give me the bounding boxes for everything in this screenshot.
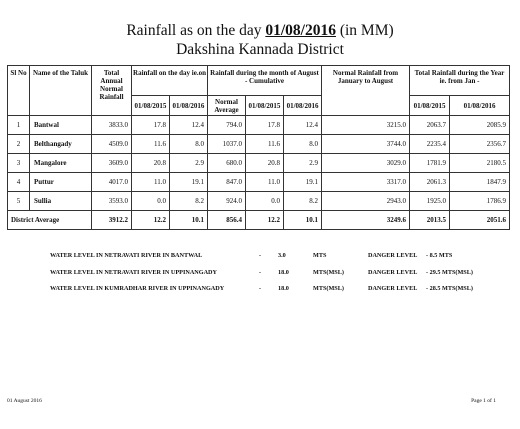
- table-row: [8, 192, 510, 211]
- row-annual: 4017.0: [92, 173, 132, 192]
- row-normal-jan-aug: 3744.0: [322, 135, 410, 154]
- row-day-2016: 19.1: [170, 173, 208, 192]
- row-total-2016: 1786.9: [450, 192, 510, 211]
- danger-level-label: DANGER LEVEL: [368, 285, 418, 292]
- row-total-2015: 1925.0: [410, 192, 450, 211]
- row-day-2016: 8.2: [170, 192, 208, 211]
- rainfall-table: [7, 65, 510, 230]
- row-taluk: Mangalore: [30, 154, 92, 173]
- water-level-dash: -: [259, 252, 262, 259]
- row-total-2015: 2063.7: [410, 116, 450, 135]
- water-level-desc: WATER LEVEL IN NETRAVATI RIVER IN BANTWAL: [50, 252, 203, 259]
- row-taluk: Sullia: [30, 192, 92, 211]
- title-suffix: (in MM): [339, 22, 394, 39]
- danger-level-value: - 28.5 MTS(MSL): [426, 285, 473, 292]
- table-row: [8, 116, 510, 135]
- danger-level-label: DANGER LEVEL: [368, 252, 418, 259]
- footer-page-number: Page 1 of 1: [471, 398, 496, 404]
- row-normal-jan-aug: 3215.0: [322, 116, 410, 135]
- row-day-2015: 20.8: [132, 154, 170, 173]
- row-day-2015: 11.0: [132, 173, 170, 192]
- header-month-2015: 01/08/2015: [246, 96, 284, 116]
- row-day-2016: 8.0: [170, 135, 208, 154]
- row-annual: 3833.0: [92, 116, 132, 135]
- row-month-2015: 11.6: [246, 135, 284, 154]
- header-normal-average: Normal Average: [208, 96, 246, 116]
- row-normal-average: 680.0: [208, 154, 246, 173]
- district-average-row: [8, 211, 510, 230]
- row-month-2015: 0.0: [246, 192, 284, 211]
- danger-level-value: - 8.5 MTS: [426, 252, 453, 259]
- row-total-2015: 2061.3: [410, 173, 450, 192]
- row-day-2015: 17.8: [132, 116, 170, 135]
- header-normal-jan-aug: Normal Rainfall from January to August: [322, 66, 410, 116]
- row-sl: 3: [8, 154, 30, 173]
- water-level-dash: -: [259, 285, 262, 292]
- row-normal-jan-aug: 3029.0: [322, 154, 410, 173]
- table-row: [8, 135, 510, 154]
- row-month-2016: 12.4: [284, 116, 322, 135]
- header-total-year: Total Rainfall during the Year ie. from Jan -: [410, 66, 510, 96]
- row-day-2015: 11.6: [132, 135, 170, 154]
- header-date-2016: 01/08/2016: [170, 96, 208, 116]
- row-total-2016: 1847.9: [450, 173, 510, 192]
- row-annual: 3593.0: [92, 192, 132, 211]
- row-month-2016: 2.9: [284, 154, 322, 173]
- header-taluk: Name of the Taluk: [30, 66, 92, 116]
- row-month-2016: 8.0: [284, 135, 322, 154]
- danger-level-value: - 29.5 MTS(MSL): [426, 269, 473, 276]
- row-taluk: Belthangady: [30, 135, 92, 154]
- average-normal-average: 856.4: [208, 211, 246, 230]
- average-annual: 3912.2: [92, 211, 132, 230]
- row-taluk: Bantwal: [30, 116, 92, 135]
- footer-date: 01 August 2016: [7, 398, 42, 404]
- row-normal-average: 924.0: [208, 192, 246, 211]
- row-total-2015: 2235.4: [410, 135, 450, 154]
- average-normal-jan-aug: 3249.6: [322, 211, 410, 230]
- average-total-2016: 2051.6: [450, 211, 510, 230]
- header-total-2016: 01/08/2016: [450, 96, 510, 116]
- row-total-2015: 1781.9: [410, 154, 450, 173]
- water-level-value: 18.0: [278, 285, 289, 292]
- title-prefix: Rainfall as on the day: [126, 22, 262, 39]
- row-sl: 4: [8, 173, 30, 192]
- header-on-day: Rainfall on the day ie.on: [132, 66, 208, 96]
- row-sl: 1: [8, 116, 30, 135]
- average-day-2015: 12.2: [132, 211, 170, 230]
- danger-level-label: DANGER LEVEL: [368, 269, 418, 276]
- title-date: 01/08/2016: [265, 22, 336, 39]
- row-total-2016: 2180.5: [450, 154, 510, 173]
- row-sl: 2: [8, 135, 30, 154]
- row-total-2016: 2085.9: [450, 116, 510, 135]
- row-normal-jan-aug: 2943.0: [322, 192, 410, 211]
- row-annual: 3609.0: [92, 154, 132, 173]
- header-date-2015: 01/08/2015: [132, 96, 170, 116]
- header-month-2016: 01/08/2016: [284, 96, 322, 116]
- header-total-2015: 01/08/2015: [410, 96, 450, 116]
- water-level-value: 3.0: [278, 252, 286, 259]
- report-title: [0, 22, 520, 40]
- water-level-unit: MTS(MSL): [313, 285, 344, 292]
- row-day-2016: 12.4: [170, 116, 208, 135]
- row-taluk: Puttur: [30, 173, 92, 192]
- row-normal-average: 794.0: [208, 116, 246, 135]
- header-sl: Sl No: [8, 66, 30, 116]
- row-total-2016: 2356.7: [450, 135, 510, 154]
- header-annual-normal: Total Annual Normal Rainfall: [92, 66, 132, 116]
- row-sl: 5: [8, 192, 30, 211]
- row-month-2015: 20.8: [246, 154, 284, 173]
- district-title: Dakshina Kannada District: [176, 41, 344, 58]
- water-level-unit: MTS: [313, 252, 327, 259]
- row-normal-average: 847.0: [208, 173, 246, 192]
- table-row: [8, 173, 510, 192]
- average-label: District Average: [8, 211, 92, 230]
- water-level-unit: MTS(MSL): [313, 269, 344, 276]
- water-level-desc: WATER LEVEL IN KUMRADHAR RIVER IN UPPINANGADY: [50, 285, 225, 292]
- average-total-2015: 2013.5: [410, 211, 450, 230]
- row-annual: 4509.0: [92, 135, 132, 154]
- average-month-2015: 12.2: [246, 211, 284, 230]
- row-normal-jan-aug: 3317.0: [322, 173, 410, 192]
- row-month-2016: 8.2: [284, 192, 322, 211]
- row-month-2016: 19.1: [284, 173, 322, 192]
- row-normal-average: 1037.0: [208, 135, 246, 154]
- row-day-2016: 2.9: [170, 154, 208, 173]
- water-level-dash: -: [259, 269, 262, 276]
- water-level-desc: WATER LEVEL IN NETRAVATI RIVER IN UPPINANGADY: [50, 269, 217, 276]
- average-day-2016: 10.1: [170, 211, 208, 230]
- average-month-2016: 10.1: [284, 211, 322, 230]
- header-month-cumulative: Rainfall during the month of August - Cumulative: [208, 66, 322, 96]
- water-level-value: 18.0: [278, 269, 289, 276]
- row-month-2015: 11.0: [246, 173, 284, 192]
- table-row: [8, 154, 510, 173]
- row-day-2015: 0.0: [132, 192, 170, 211]
- row-month-2015: 17.8: [246, 116, 284, 135]
